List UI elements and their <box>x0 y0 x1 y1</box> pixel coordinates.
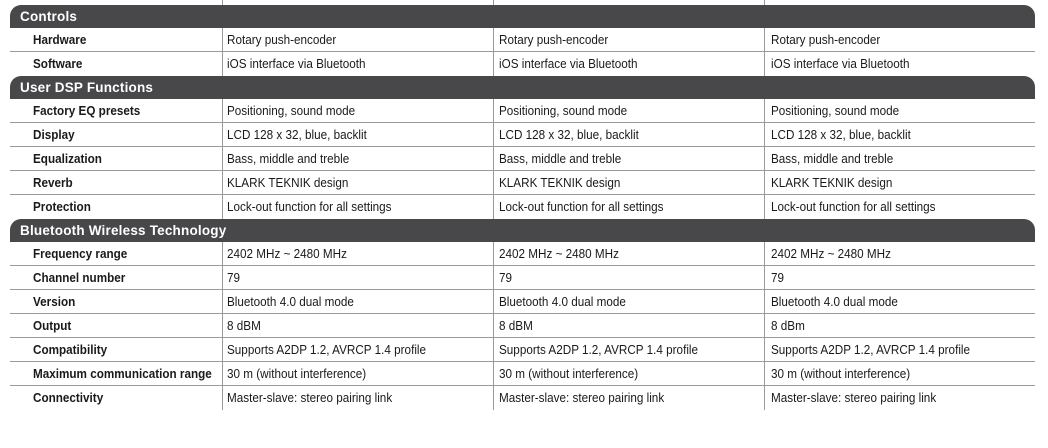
spec-row <box>10 386 1035 410</box>
column-divider <box>222 195 223 219</box>
column-divider <box>493 362 494 386</box>
spec-value-col3: Bass, middle and treble <box>771 151 894 166</box>
column-divider <box>764 99 765 123</box>
spec-value-col2: 8 dBM <box>499 318 533 333</box>
spec-row <box>10 362 1035 386</box>
spec-row <box>10 171 1035 195</box>
column-divider <box>222 52 223 76</box>
column-divider <box>493 290 494 314</box>
column-divider <box>222 147 223 171</box>
spec-value-col1: iOS interface via Bluetooth <box>227 56 366 71</box>
column-divider <box>493 123 494 147</box>
column-divider <box>493 386 494 410</box>
column-divider <box>764 0 765 5</box>
column-divider <box>222 28 223 52</box>
spec-row <box>10 147 1035 171</box>
column-divider <box>222 0 223 5</box>
column-divider <box>493 314 494 338</box>
spec-value-col1: Lock-out function for all settings <box>227 199 392 214</box>
spec-value-col3: Positioning, sound mode <box>771 103 900 118</box>
spec-value-col2: Bass, middle and treble <box>499 151 622 166</box>
spec-value-col1: Bluetooth 4.0 dual mode <box>227 294 354 309</box>
spec-label: Protection <box>33 199 91 214</box>
column-divider <box>222 338 223 362</box>
column-divider <box>222 314 223 338</box>
spec-value-col3: 79 <box>771 270 785 285</box>
column-divider <box>764 386 765 410</box>
spec-label: Channel number <box>33 270 126 285</box>
column-divider <box>493 242 494 266</box>
spec-value-col3: KLARK TEKNIK design <box>771 175 893 190</box>
spec-label: Connectivity <box>33 390 104 405</box>
column-divider <box>493 0 494 5</box>
spec-value-col3: Supports A2DP 1.2, AVRCP 1.4 profile <box>771 342 971 357</box>
spec-value-col3: 8 dBm <box>771 318 805 333</box>
column-divider <box>493 147 494 171</box>
column-divider <box>764 147 765 171</box>
spec-row <box>10 242 1035 266</box>
spec-value-col2: Rotary push-encoder <box>499 32 609 47</box>
column-divider <box>764 28 765 52</box>
column-divider <box>222 99 223 123</box>
spec-value-col2: LCD 128 x 32, blue, backlit <box>499 127 639 142</box>
spec-value-col2: Positioning, sound mode <box>499 103 628 118</box>
spec-value-col3: iOS interface via Bluetooth <box>771 56 910 71</box>
spec-row <box>10 266 1035 290</box>
spec-value-col3: 2402 MHz ~ 2480 MHz <box>771 246 891 261</box>
spec-label: Output <box>33 318 72 333</box>
spec-value-col3: LCD 128 x 32, blue, backlit <box>771 127 911 142</box>
spec-row <box>10 123 1035 147</box>
spec-value-col2: iOS interface via Bluetooth <box>499 56 638 71</box>
column-divider <box>493 171 494 195</box>
previous-row-edge <box>0 0 1048 5</box>
spec-value-col3: Master-slave: stereo pairing link <box>771 390 937 405</box>
column-divider <box>764 290 765 314</box>
spec-label: Reverb <box>33 175 73 190</box>
spec-value-col2: 2402 MHz ~ 2480 MHz <box>499 246 619 261</box>
spec-value-col1: 79 <box>227 270 241 285</box>
column-divider <box>764 242 765 266</box>
spec-row <box>10 28 1035 52</box>
column-divider <box>493 266 494 290</box>
spec-value-col3: Lock-out function for all settings <box>771 199 936 214</box>
section-header-user-dsp-functions: User DSP Functions <box>10 76 1035 99</box>
spec-value-col3: Bluetooth 4.0 dual mode <box>771 294 898 309</box>
spec-label: Compatibility <box>33 342 108 357</box>
spec-row <box>10 52 1035 76</box>
column-divider <box>764 362 765 386</box>
column-divider <box>222 123 223 147</box>
column-divider <box>222 386 223 410</box>
spec-value-col1: Bass, middle and treble <box>227 151 350 166</box>
spec-row <box>10 195 1035 219</box>
column-divider <box>222 362 223 386</box>
spec-value-col1: LCD 128 x 32, blue, backlit <box>227 127 367 142</box>
spec-value-col2: 30 m (without interference) <box>499 366 639 381</box>
spec-value-col3: 30 m (without interference) <box>771 366 911 381</box>
spec-value-col1: Supports A2DP 1.2, AVRCP 1.4 profile <box>227 342 427 357</box>
spec-label: Frequency range <box>33 246 128 261</box>
section-header-controls: Controls <box>10 5 1035 28</box>
column-divider <box>764 266 765 290</box>
spec-value-col1: Positioning, sound mode <box>227 103 356 118</box>
spec-label: Display <box>33 127 75 142</box>
column-divider <box>222 171 223 195</box>
column-divider <box>222 242 223 266</box>
spec-label: Hardware <box>33 32 87 47</box>
column-divider <box>764 171 765 195</box>
column-divider <box>764 52 765 76</box>
column-divider <box>222 290 223 314</box>
spec-value-col1: 8 dBM <box>227 318 261 333</box>
spec-row <box>10 314 1035 338</box>
column-divider <box>493 52 494 76</box>
spec-value-col3: Rotary push-encoder <box>771 32 881 47</box>
column-divider <box>493 338 494 362</box>
spec-value-col2: Supports A2DP 1.2, AVRCP 1.4 profile <box>499 342 699 357</box>
column-divider <box>222 266 223 290</box>
spec-value-col1: 30 m (without interference) <box>227 366 367 381</box>
spec-value-col2: Master-slave: stereo pairing link <box>499 390 665 405</box>
spec-value-col1: 2402 MHz ~ 2480 MHz <box>227 246 347 261</box>
spec-label: Equalization <box>33 151 102 166</box>
spec-value-col2: 79 <box>499 270 513 285</box>
spec-label: Software <box>33 56 83 71</box>
spec-value-col1: KLARK TEKNIK design <box>227 175 349 190</box>
section-header-bluetooth-wireless-technology: Bluetooth Wireless Technology <box>10 219 1035 242</box>
spec-value-col1: Master-slave: stereo pairing link <box>227 390 393 405</box>
column-divider <box>764 338 765 362</box>
column-divider <box>764 123 765 147</box>
spec-label: Factory EQ presets <box>33 103 141 118</box>
spec-value-col1: Rotary push-encoder <box>227 32 337 47</box>
column-divider <box>493 28 494 52</box>
spec-row <box>10 338 1035 362</box>
spec-value-col2: KLARK TEKNIK design <box>499 175 621 190</box>
spec-value-col2: Lock-out function for all settings <box>499 199 664 214</box>
spec-row <box>10 290 1035 314</box>
column-divider <box>764 314 765 338</box>
spec-label: Maximum communication range <box>33 366 212 381</box>
spec-value-col2: Bluetooth 4.0 dual mode <box>499 294 626 309</box>
spec-row <box>10 99 1035 123</box>
column-divider <box>493 195 494 219</box>
column-divider <box>493 99 494 123</box>
spec-label: Version <box>33 294 76 309</box>
column-divider <box>764 195 765 219</box>
